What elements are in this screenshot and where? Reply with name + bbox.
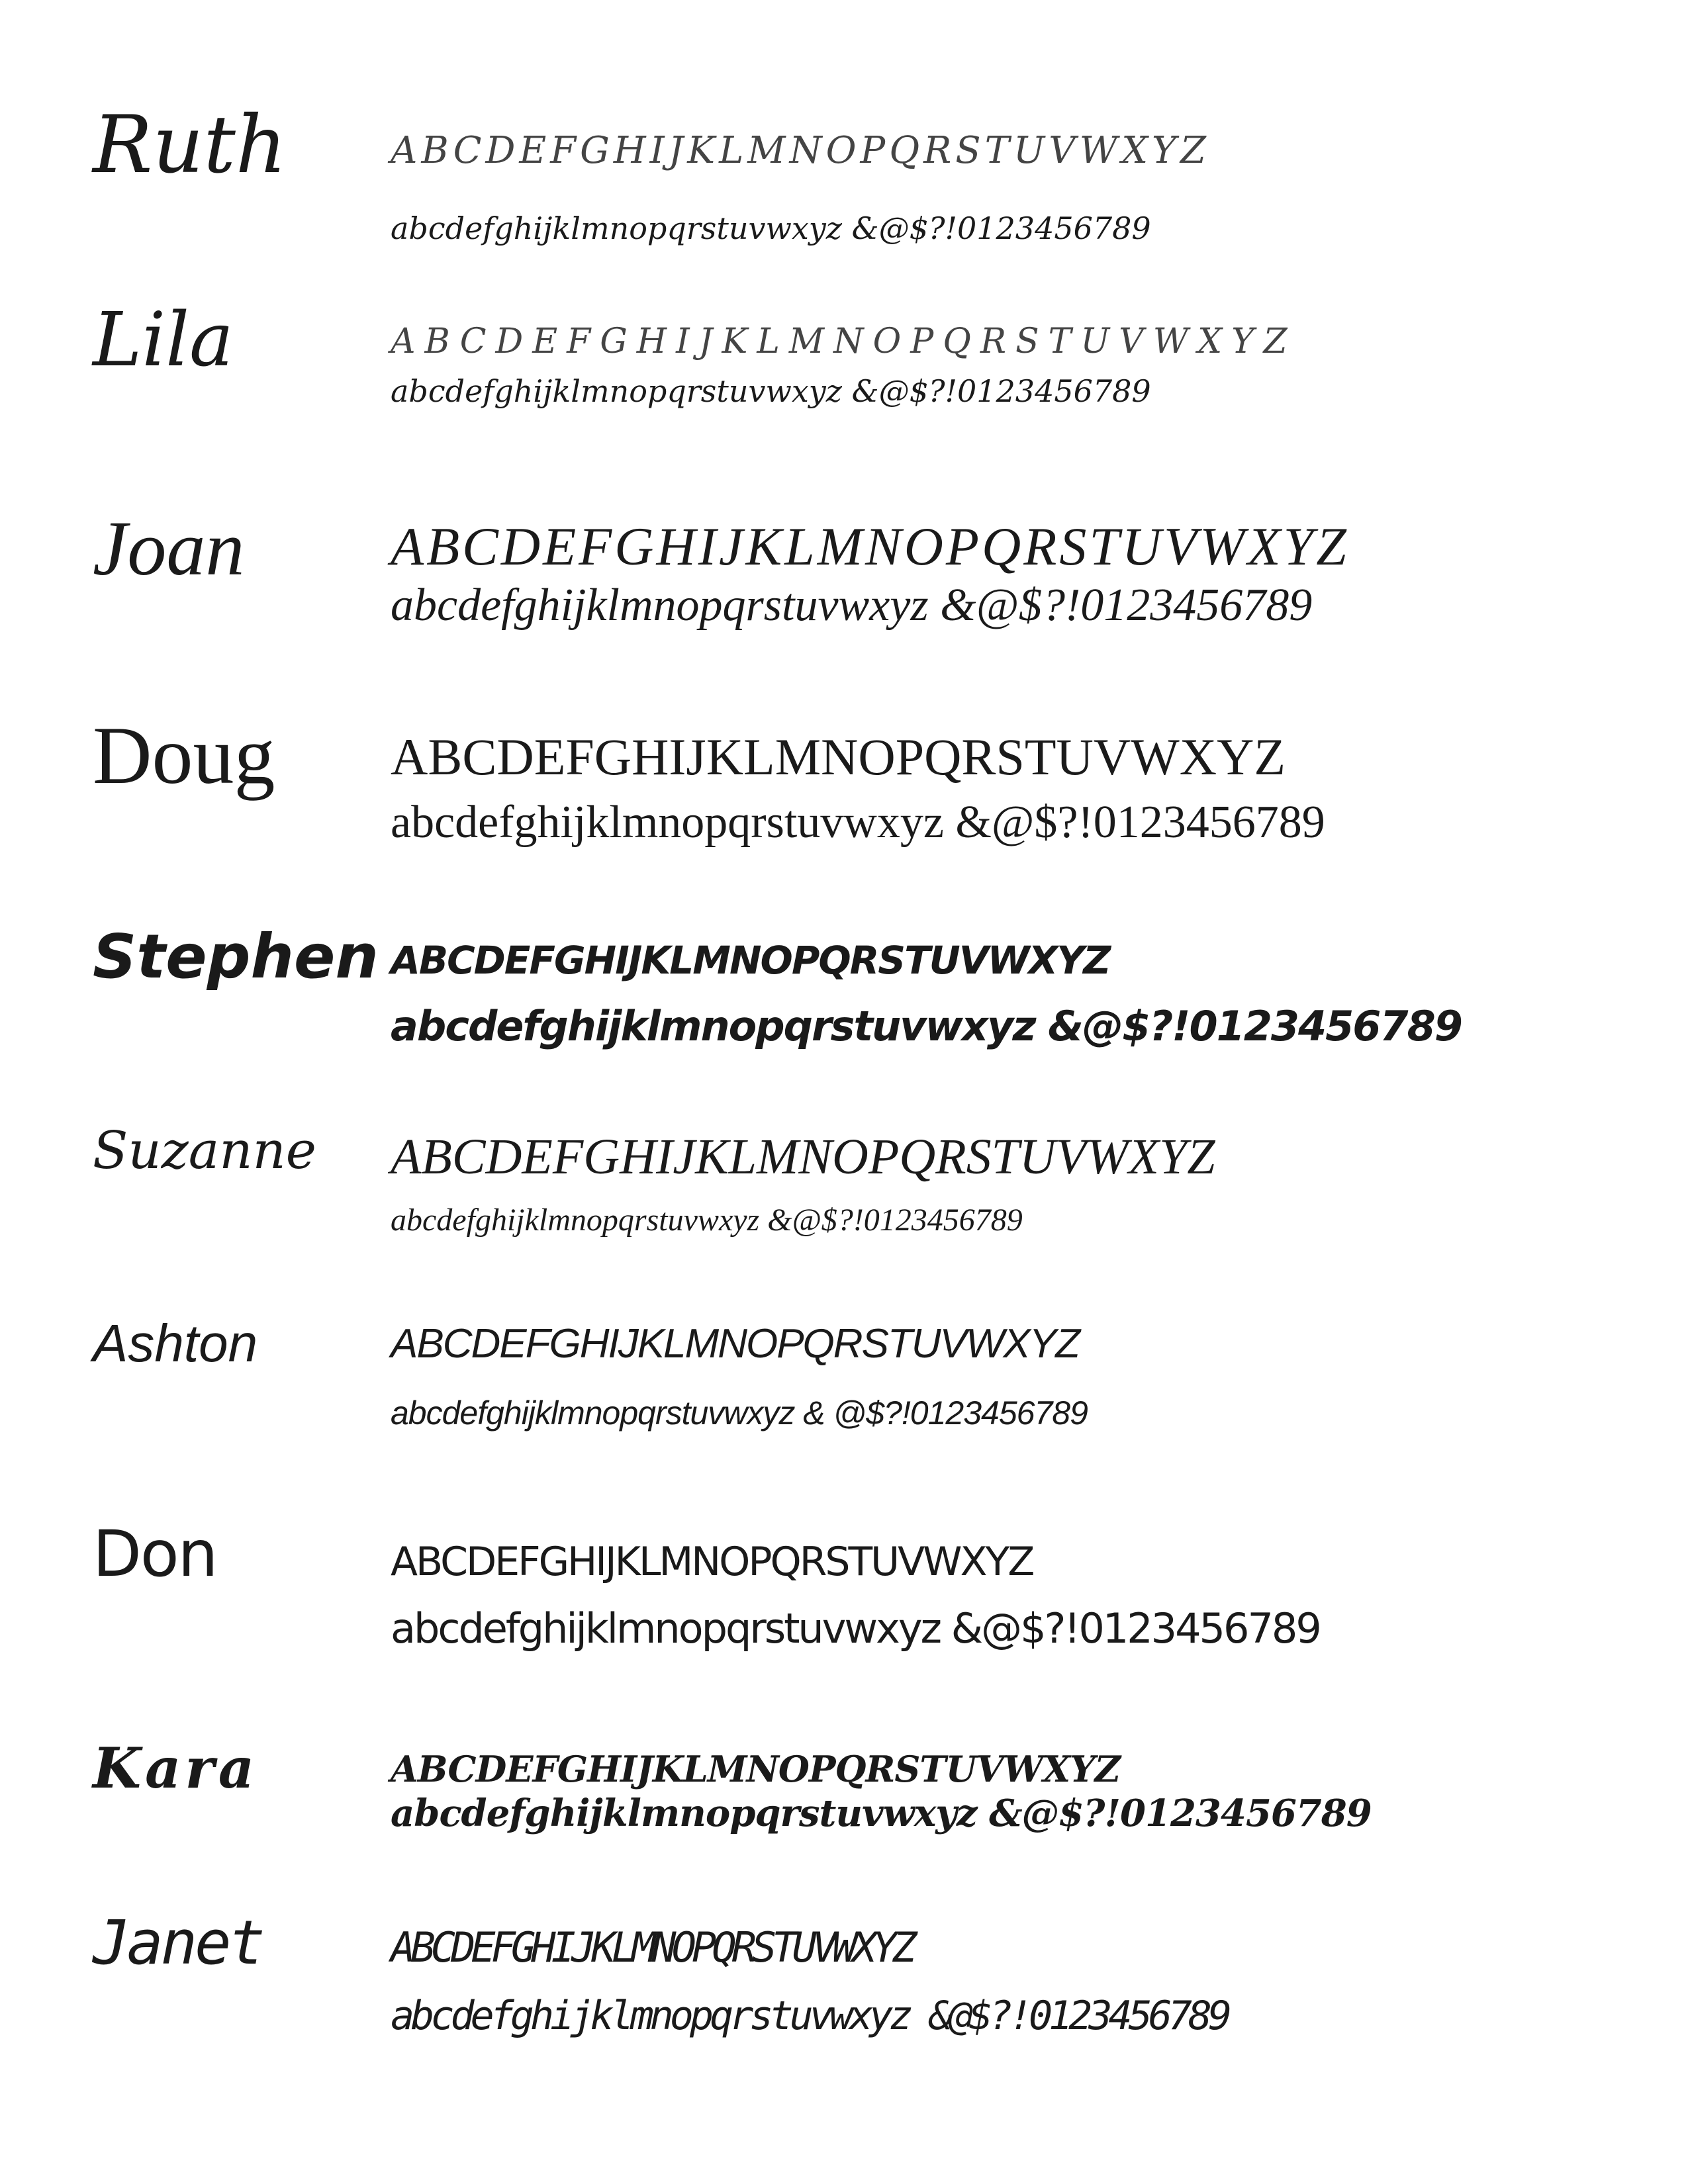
uppercase-sample-kara: ABCDEFGHIJKLMNOPQRSTUVWXYZ [391,1748,1121,1790]
uppercase-sample-lila: ABCDEFGHIJKLMNOPQRSTUVWXYZ [391,322,1297,361]
lowercase-sample-suzanne: abcdefghijklmnopqrstuvwxyz &@$?!0123456789 [391,1203,1023,1238]
uppercase-sample-suzanne: ABCDEFGHIJKLMNOPQRSTUVWXYZ [391,1129,1215,1185]
font-name-don: Don [93,1517,217,1591]
font-name-lila: Lila [93,297,234,383]
uppercase-sample-doug: ABCDEFGHIJKLMNOPQRSTUVWXYZ [391,728,1286,786]
lowercase-sample-ashton: abcdefghijklmnopqrstuvwxyz & @$?!0123456789 [391,1394,1088,1432]
font-name-suzanne: Suzanne [93,1121,316,1181]
uppercase-sample-joan: ABCDEFGHIJKLMNOPQRSTUVWXYZ [391,516,1349,576]
font-name-janet: Janet [93,1907,263,1978]
lowercase-sample-doug: abcdefghijklmnopqrstuvwxyz &@$?!0123456789 [391,797,1325,848]
font-name-ruth: Ruth [93,99,287,191]
lowercase-sample-joan: abcdefghijklmnopqrstuvwxyz &@$?!0123456789 [391,580,1313,631]
lowercase-sample-don: abcdefghijklmnopqrstuvwxyz &@$?!0123456789 [391,1604,1320,1653]
lowercase-sample-lila: abcdefghijklmnopqrstuvwxyz &@$?!0123456789 [391,373,1151,409]
uppercase-sample-ashton: ABCDEFGHIJKLMNOPQRSTUVWXYZ [391,1321,1079,1367]
lowercase-sample-kara: abcdefghijklmnopqrstuvwxyz &@$?!0123456789 [391,1792,1372,1835]
font-name-ashton: Ashton [93,1314,258,1373]
font-name-doug: Doug [93,710,275,801]
lowercase-sample-ruth: abcdefghijklmnopqrstuvwxyz &@$?!0123456789 [391,210,1151,246]
font-name-joan: Joan [93,505,245,592]
lowercase-sample-janet: abcdefghijklmnopqrstuvwxyz &@$?!0123456789 [391,1993,1229,2039]
uppercase-sample-stephen: ABCDEFGHIJKLMNOPQRSTUVWXYZ [391,938,1110,983]
font-name-kara: Kara [93,1735,259,1801]
lowercase-sample-stephen: abcdefghijklmnopqrstuvwxyz &@$?!0123456789 [391,1002,1462,1050]
uppercase-sample-janet: ABCDEFGHIJKLMNOPQRSTUVWXYZ [391,1923,913,1972]
uppercase-sample-don: ABCDEFGHIJKLMNOPQRSTUVWXYZ [391,1539,1033,1585]
uppercase-sample-ruth: ABCDEFGHIJKLMNOPQRSTUVWXYZ [391,129,1210,172]
font-name-stephen: Stephen [93,921,379,992]
